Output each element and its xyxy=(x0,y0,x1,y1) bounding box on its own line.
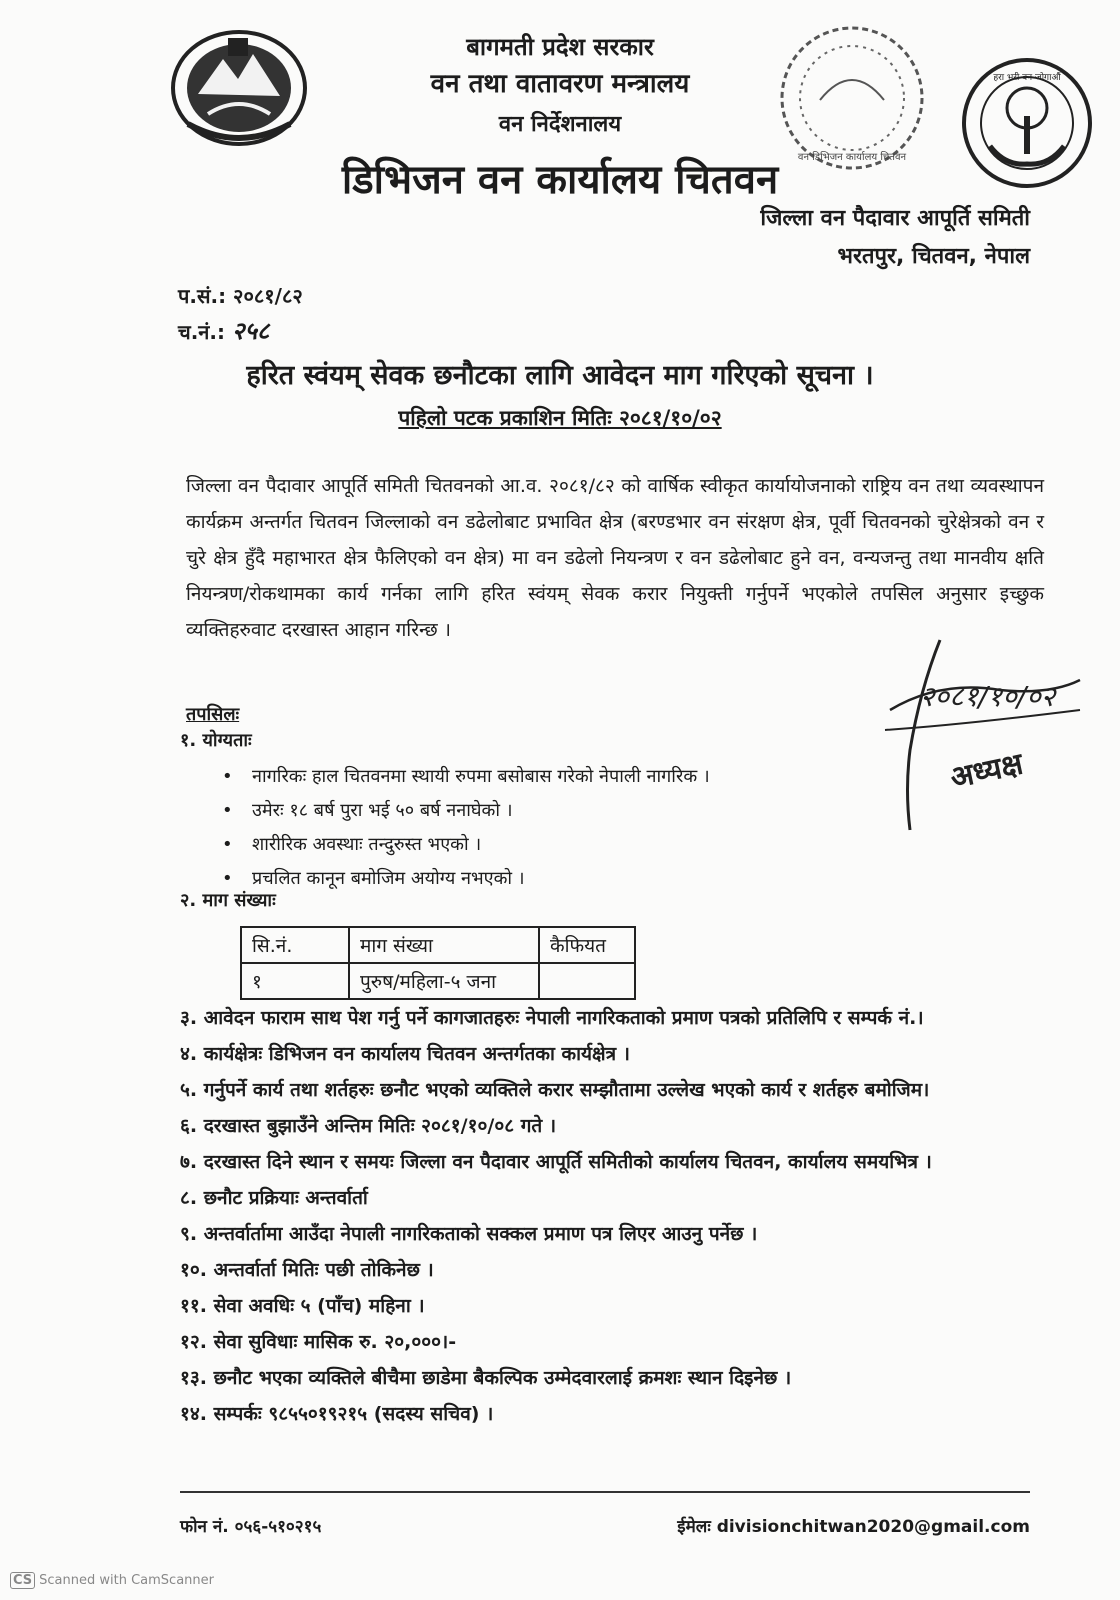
ministry-name: वन तथा वातावरण मन्त्रालय xyxy=(430,69,690,99)
table-header-cell: माग संख्या xyxy=(349,927,539,963)
list-item: १४. सम्पर्कः ९८५५०१९२१५ (सदस्य सचिव) । xyxy=(180,1403,494,1425)
publication-date xyxy=(0,404,1120,432)
stamp-text: वन डिभिजन कार्यालय चितवन xyxy=(797,152,907,163)
list-item: • शारीरिक अवस्थाः तन्दुरुस्त भएको । xyxy=(222,828,710,862)
list-item: ६. दरखास्त बुझाउँने अन्तिम मितिः २०८१/१०/०८ गते । xyxy=(180,1115,557,1137)
demand-heading: २. माग संख्याः xyxy=(180,890,276,911)
table-cell xyxy=(539,963,635,999)
signature-title: अध्यक्ष xyxy=(947,746,1027,796)
logo-text: हरा भरी वन जोगाऔं xyxy=(993,73,1061,83)
scanner-watermark xyxy=(10,1572,214,1589)
table-cell: पुरुष/महिला-५ जना xyxy=(349,963,539,999)
list-item: १०. अन्तर्वार्ता मितिः पछी तोकिनेछ । xyxy=(180,1259,434,1281)
dispatch-number-value: २५८ xyxy=(231,317,270,345)
letter-number xyxy=(178,282,303,309)
notice-body: जिल्ला वन पैदावार आपूर्ति समिती चितवनको आ.व. २०८१/८२ को वार्षिक स्वीकृत कार्यायोजनाको राष्ट्रिय वन तथा व्यवस्थापन कार्यक्रम अन्तर्गत चितवन जिल्लाको वन डढेलोबाट प्रभावित क्षेत्र (बरण्डभार वन संरक्षण क्षेत्र, पूर्वी चितवनको चुरेक्षेत्रको वन र चुरे क्षेत्र हुँदै महाभारत क्षेत्र फैलिएको वन क्षेत्र) मा वन डढेलो नियन्त्रण र वन डढेलोबाट हुने वन, वन्यजन्तु तथा मानवीय क्षति नियन्त्रण/रोकथामका कार्य गर्नका लागि हरित स्वंयम् सेवक करार नियुक्ती गर्नुपर्ने भएकोले तपसिल अनुसार इच्छुक व्यक्तिहरुवाट दरखास्त आहान गरिन्छ । xyxy=(186,475,1044,641)
list-item: ९. अन्तर्वार्तामा आउँदा नेपाली नागरिकताको सक्कल प्रमाण पत्र लिएर आउनु पर्नेछ । xyxy=(180,1223,758,1245)
signature-scribble: २०८१/१०/०२ xyxy=(920,680,1056,713)
list-item: • नागरिकः हाल चितवनमा स्थायी रुपमा बसोबास गरेको नेपाली नागरिक । xyxy=(222,760,710,794)
chairperson-signature xyxy=(880,630,1090,840)
letter-number-value: २०८१/८२ xyxy=(233,284,303,308)
list-item: • प्रचलित कानून बमोजिम अयोग्य नभएको । xyxy=(222,862,710,896)
table-row xyxy=(241,963,635,999)
office-stamp xyxy=(770,20,940,180)
list-item: ५. गर्नुपर्ने कार्य तथा शर्तहरुः छनौट भएको व्यक्तिले करार सम्झौतामा उल्लेख भएको कार्य र शर्तहरु बमोजिम। xyxy=(180,1079,930,1101)
list-item: १२. सेवा सुविधाः मासिक रु. २०,०००।- xyxy=(180,1331,457,1353)
directorate-name: वन निर्देशनालय xyxy=(498,112,622,137)
camscanner-text: Scanned with CamScanner xyxy=(39,1573,214,1588)
qualifications-list xyxy=(222,760,710,896)
committee-name: जिल्ला वन पैदावार आपूर्ति समिती xyxy=(760,206,1030,231)
dispatch-number-label: च.नं.: xyxy=(178,320,232,344)
publication-date-text: पहिलो पटक प्रकाशिन मितिः २०८१/१०/०२ xyxy=(398,406,722,430)
letter-number-label: प.सं.: xyxy=(178,284,234,308)
camscanner-badge: CS xyxy=(10,1572,35,1589)
demand-table xyxy=(240,926,636,1000)
list-item: ३. आवेदन फाराम साथ पेश गर्नु पर्ने कागजातहरुः नेपाली नागरिकताको प्रमाण पत्रको प्रतिलिपि र सम्पर्क नं.। xyxy=(180,1007,924,1029)
list-item: ८. छनौट प्रक्रियाः अन्तर्वार्ता xyxy=(180,1187,368,1209)
office-name: डिभिजन वन कार्यालय चितवन xyxy=(341,157,779,203)
footer-email: ईमेलः divisionchitwan2020@gmail.com xyxy=(677,1517,1030,1537)
office-address: भरतपुर, चितवन, नेपाल xyxy=(837,244,1030,269)
list-item: • उमेरः १८ बर्ष पुरा भई ५० बर्ष ननाघेको । xyxy=(222,794,710,828)
list-item: ७. दरखास्त दिने स्थान र समयः जिल्ला वन पैदावार आपूर्ति समितीको कार्यालय चितवन, कार्यालय समयभित्र । xyxy=(180,1151,932,1173)
list-item: १३. छनौट भएका व्यक्तिले बीचैमा छाडेमा बैकल्पिक उम्मेदवारलाई क्रमशः स्थान दिइनेछ । xyxy=(180,1367,792,1389)
table-cell: १ xyxy=(241,963,349,999)
details-heading: तपसिलः xyxy=(186,704,240,725)
dispatch-number xyxy=(178,314,269,347)
list-item: ४. कार्यक्षेत्रः डिभिजन वन कार्यालय चितवन अन्तर्गतका कार्यक्षेत्र । xyxy=(180,1043,630,1065)
qualifications-heading: १. योग्यताः xyxy=(180,730,252,751)
footer-divider xyxy=(180,1491,1030,1493)
list-item: ११. सेवा अवधिः ५ (पाँच) महिना । xyxy=(180,1295,425,1317)
table-header-cell: सि.नं. xyxy=(241,927,349,963)
forest-logo-icon xyxy=(960,56,1094,190)
table-header-cell: कैफियत xyxy=(539,927,635,963)
footer-phone: फोन नं. ०५६-५१०२१५ xyxy=(180,1517,322,1537)
notice-title: हरित स्वंयम् सेवक छनौटका लागि आवेदन माग गरिएको सूचना । xyxy=(246,360,874,391)
table-header-row xyxy=(241,927,635,963)
province-name: बागमती प्रदेश सरकार xyxy=(466,33,654,61)
